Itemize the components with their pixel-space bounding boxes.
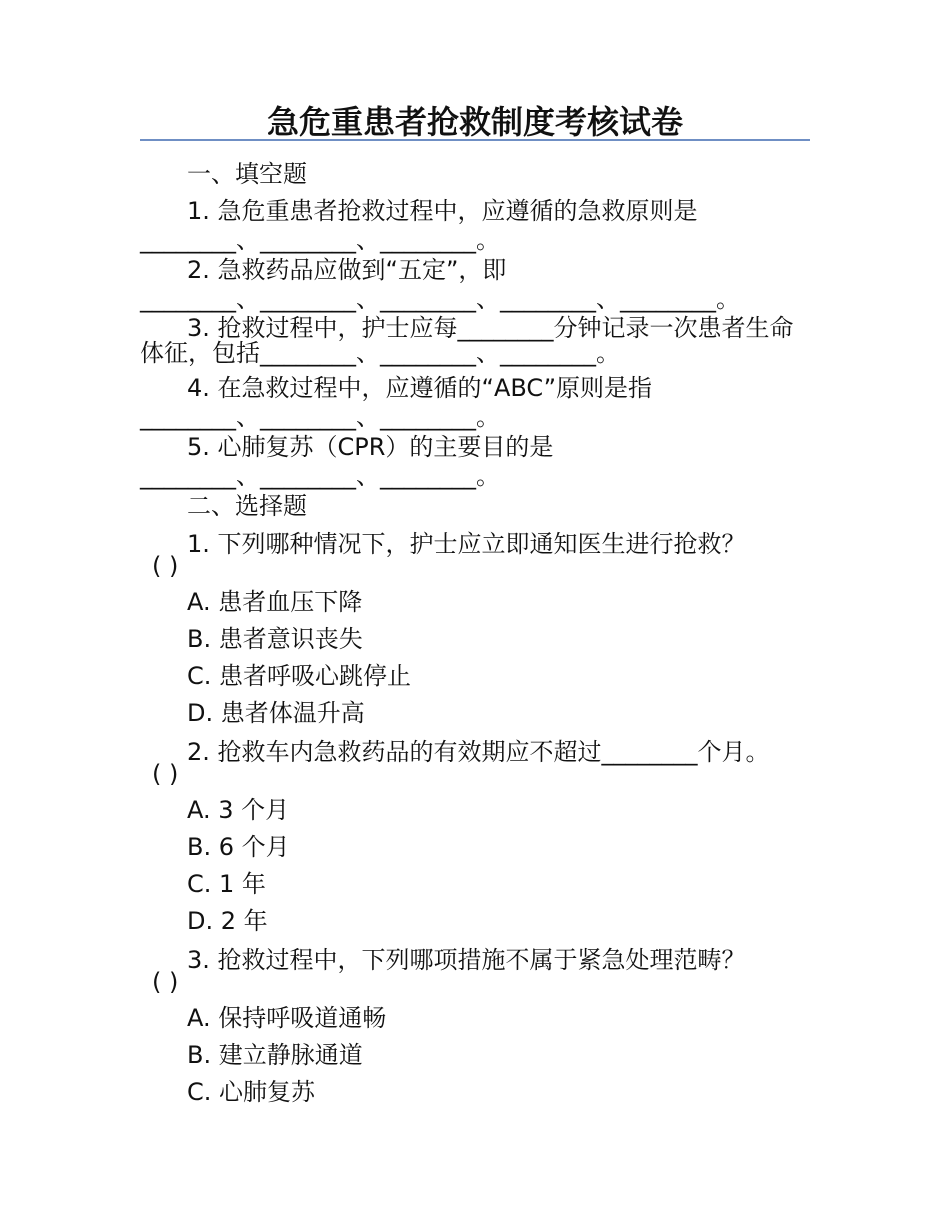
mc-question-2-option-c: C. 1 年 xyxy=(187,870,266,898)
mc-question-2-option-b: B. 6 个月 xyxy=(187,833,290,861)
mc-question-3-answer-paren: ( ) xyxy=(152,968,179,996)
question-1-text: 1. 急危重患者抢救过程中，应遵循的急救原则是 xyxy=(187,197,698,225)
title-underline xyxy=(140,139,810,141)
mc-question-3-option-b: B. 建立静脉通道 xyxy=(187,1041,363,1069)
mc-question-1-answer-paren: ( ) xyxy=(152,552,179,580)
mc-question-1-option-a: A. 患者血压下降 xyxy=(187,588,363,616)
mc-question-3-text: 3. 抢救过程中，下列哪项措施不属于紧急处理范畴？ xyxy=(187,946,746,974)
mc-question-1-text: 1. 下列哪种情况下，护士应立即通知医生进行抢救？ xyxy=(187,530,746,558)
mc-question-1-option-c: C. 患者呼吸心跳停止 xyxy=(187,662,412,690)
question-5-text: 5. 心肺复苏（CPR）的主要目的是 xyxy=(187,433,554,461)
mc-question-2-option-d: D. 2 年 xyxy=(187,907,268,935)
mc-question-2-text: 2. 抢救车内急救药品的有效期应不超过________个月。 xyxy=(187,738,770,766)
question-3-continuation: 体征，包括________、________、________。 xyxy=(140,339,620,367)
mc-question-1-option-d: D. 患者体温升高 xyxy=(187,699,365,727)
question-2-text: 2. 急救药品应做到“五定”，即 xyxy=(187,256,507,284)
question-2-blanks: ________、________、________、________、________。 xyxy=(140,285,740,313)
section-heading-multiple-choice: 二、选择题 xyxy=(187,492,307,520)
page-title: 急危重患者抢救制度考核试卷 xyxy=(266,103,683,141)
question-3-text: 3. 抢救过程中，护士应每________分钟记录一次患者生命 xyxy=(187,314,794,342)
mc-question-1-option-b: B. 患者意识丧失 xyxy=(187,625,363,653)
question-5-blanks: ________、________、________。 xyxy=(140,462,500,490)
question-4-text: 4. 在急救过程中，应遵循的“ABC”原则是指 xyxy=(187,374,653,402)
question-1-blanks: ________、________、________。 xyxy=(140,226,500,254)
question-4-blanks: ________、________、________。 xyxy=(140,403,500,431)
section-heading-fill-in: 一、填空题 xyxy=(187,160,307,188)
mc-question-2-option-a: A. 3 个月 xyxy=(187,796,290,824)
mc-question-2-answer-paren: ( ) xyxy=(152,760,179,788)
mc-question-3-option-a: A. 保持呼吸道通畅 xyxy=(187,1004,387,1032)
mc-question-3-option-c: C. 心肺复苏 xyxy=(187,1078,316,1106)
